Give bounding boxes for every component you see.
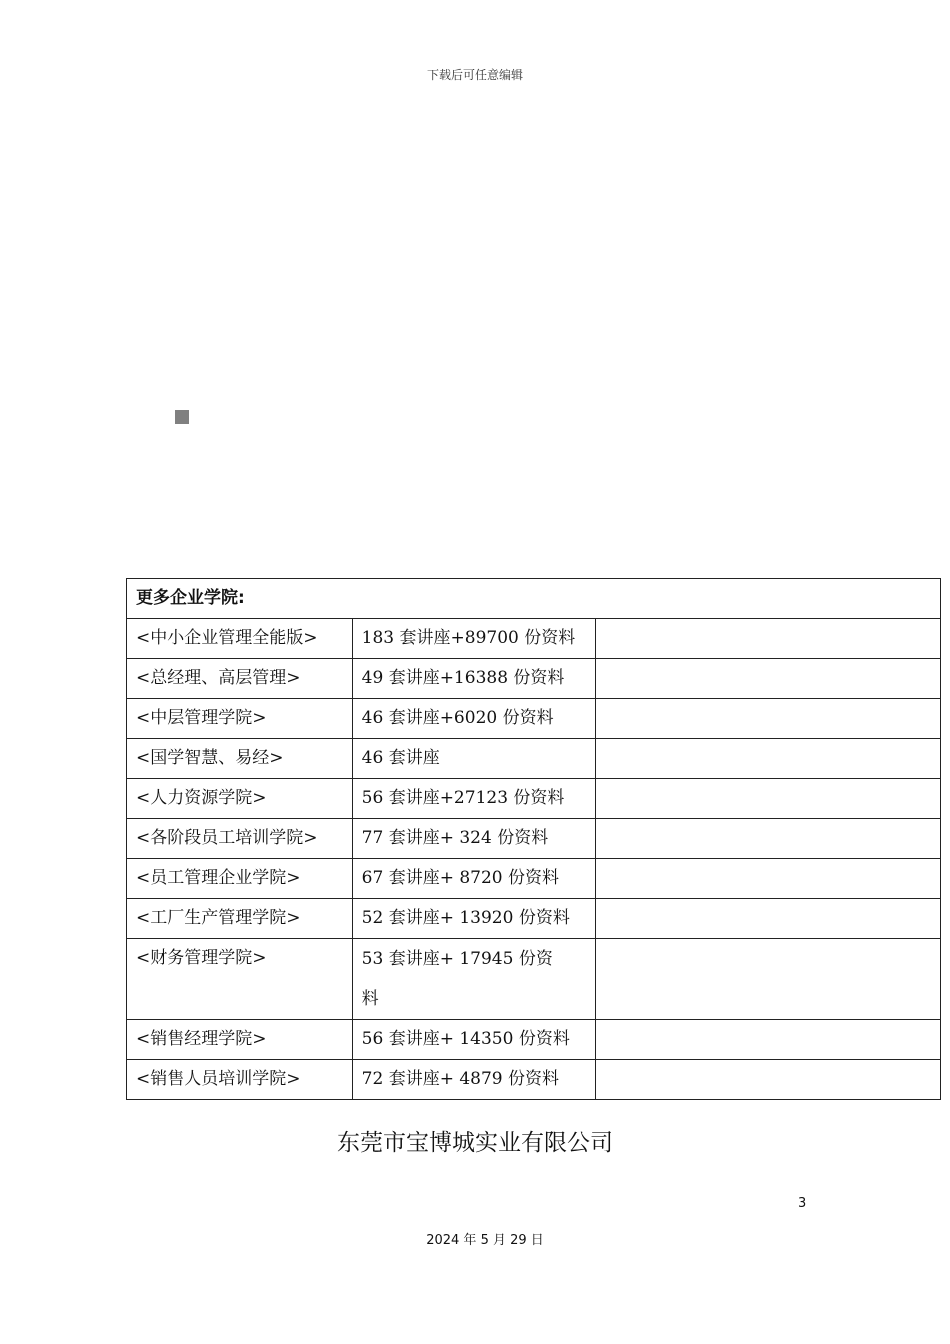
academy-extra	[595, 659, 940, 699]
table-row	[127, 699, 941, 739]
academy-name: <人力资源学院>	[127, 779, 353, 819]
academy-name: <各阶段员工培训学院>	[127, 819, 353, 859]
academy-content: 56 套讲座+27123 份资料	[352, 779, 595, 819]
table-row	[127, 1020, 941, 1060]
academy-content: 49 套讲座+16388 份资料	[352, 659, 595, 699]
document-date: 2024 年 5 月 29 日	[426, 1233, 544, 1248]
academy-content: 46 套讲座	[352, 739, 595, 779]
academy-extra	[595, 1020, 940, 1060]
academy-extra	[595, 699, 940, 739]
table-title: 更多企业学院:	[127, 579, 941, 619]
academy-extra	[595, 1060, 940, 1100]
page-number: 3	[798, 1196, 807, 1211]
academy-table	[126, 578, 941, 1100]
academy-content: 52 套讲座+ 13920 份资料	[352, 899, 595, 939]
academy-content: 67 套讲座+ 8720 份资料	[352, 859, 595, 899]
academy-extra	[595, 619, 940, 659]
header-note: 下载后可任意编辑	[426, 68, 523, 82]
table-row	[127, 619, 941, 659]
table-row	[127, 659, 941, 699]
academy-name: <销售经理学院>	[127, 1020, 353, 1060]
academy-name: <销售人员培训学院>	[127, 1060, 353, 1100]
table-row	[127, 739, 941, 779]
table-row	[127, 819, 941, 859]
table-title-row	[127, 579, 941, 619]
academy-name: <中小企业管理全能版>	[127, 619, 353, 659]
table-row	[127, 859, 941, 899]
table-row	[127, 899, 941, 939]
academy-content: 53 套讲座+ 17945 份资料	[361, 949, 553, 1009]
academy-extra	[595, 739, 940, 779]
academy-name: <工厂生产管理学院>	[127, 899, 353, 939]
academy-extra	[595, 939, 940, 1020]
company-name: 东莞市宝博城实业有限公司	[337, 1130, 613, 1156]
academy-content: 56 套讲座+ 14350 份资料	[352, 1020, 595, 1060]
academy-name: <国学智慧、易经>	[127, 739, 353, 779]
academy-name: <总经理、高层管理>	[127, 659, 353, 699]
academy-extra	[595, 779, 940, 819]
academy-name: <财务管理学院>	[127, 939, 353, 1020]
table-row	[127, 1060, 941, 1100]
bullet-square-icon	[175, 410, 189, 424]
academy-content: 72 套讲座+ 4879 份资料	[352, 1060, 595, 1100]
academy-content: 183 套讲座+89700 份资料	[352, 619, 595, 659]
academy-content: 46 套讲座+6020 份资料	[352, 699, 595, 739]
academy-extra	[595, 859, 940, 899]
academy-content: 77 套讲座+ 324 份资料	[352, 819, 595, 859]
academy-extra	[595, 899, 940, 939]
table-row	[127, 779, 941, 819]
academy-content-cell	[352, 939, 595, 1020]
table-row	[127, 939, 941, 1020]
academy-name: <中层管理学院>	[127, 699, 353, 739]
academy-name: <员工管理企业学院>	[127, 859, 353, 899]
academy-extra	[595, 819, 940, 859]
